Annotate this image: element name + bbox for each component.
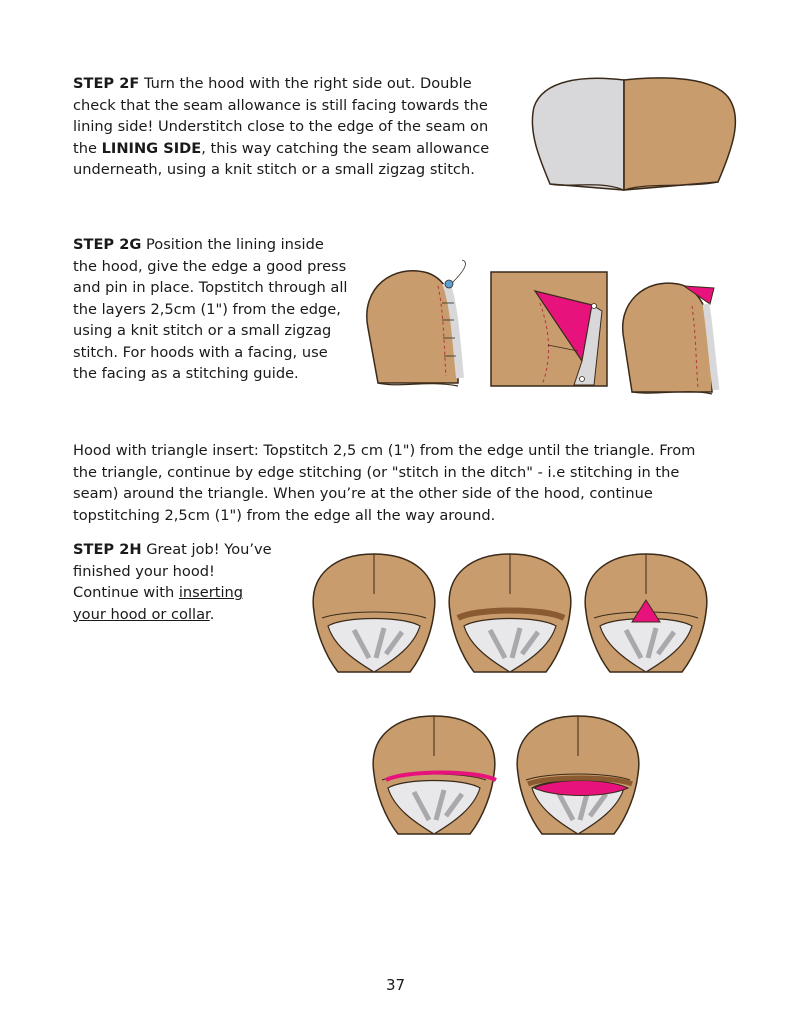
- pin-icon: [445, 260, 465, 288]
- step-2h-text-b: .: [209, 605, 215, 623]
- hood-fabric-half: [624, 78, 735, 190]
- hood-with-pink-binding: [373, 716, 496, 834]
- finished-hoods-illustration: [306, 548, 732, 858]
- triangle-insert-note: Hood with triangle insert: Topstitch 2,5 cm (1") from the edge until the triangle. From the triangle, continue by edge stitching (or "stitch in the ditch" - i.e stitching in the seam) around the triangle. When you’re at the other side of the hood, continue topstitching 2,5cm (1") from the edge all the way around.: [73, 442, 696, 524]
- step-2f-emphasis: LINING SIDE: [101, 139, 202, 157]
- step-2f-paragraph: [73, 73, 513, 181]
- hood-open-illustration: [528, 72, 758, 197]
- step-2g-label: STEP 2G: [73, 236, 142, 253]
- inserting-hood-link[interactable]: inserting your hood or collar: [73, 584, 244, 623]
- step-2f-label: STEP 2F: [73, 75, 140, 92]
- step-2f-text-a: Turn the hood with the right side out. Double check that the seam allowance is still facing towards the lining side! Understitch close to the edge of the seam on the: [73, 75, 489, 157]
- step-2h-paragraph: [73, 539, 273, 625]
- triangle-closeup-illustration: [490, 271, 608, 387]
- step-2h-label: STEP 2H: [73, 541, 142, 558]
- step-2h-text-a: Great job! You’ve finished your hood! Continue with: [73, 541, 272, 601]
- hood-with-facing: [449, 554, 571, 672]
- step-2g-text: Position the lining inside the hood, give the edge a good press and pin in place. Topstitch through all the layers 2,5cm (1") from the edge, using a knit stitch or a small zigzag stitch. For hoods with a facing, use the facing as a stitching guide.: [73, 236, 348, 382]
- step-2f-text-b: , this way catching the seam allowance underneath, using a knit stitch or a small zigzag stitch.: [73, 139, 490, 178]
- hood-lining-half: [532, 78, 624, 190]
- hood-plain: [313, 554, 435, 672]
- page-number: 37: [385, 976, 406, 994]
- hood-with-triangle: [585, 554, 707, 672]
- step-2g-paragraph: [73, 234, 348, 385]
- hood-pinned-illustration: [358, 258, 476, 403]
- hood-with-pink-lining: [517, 716, 639, 834]
- hood-topstitched-illustration: [616, 274, 726, 402]
